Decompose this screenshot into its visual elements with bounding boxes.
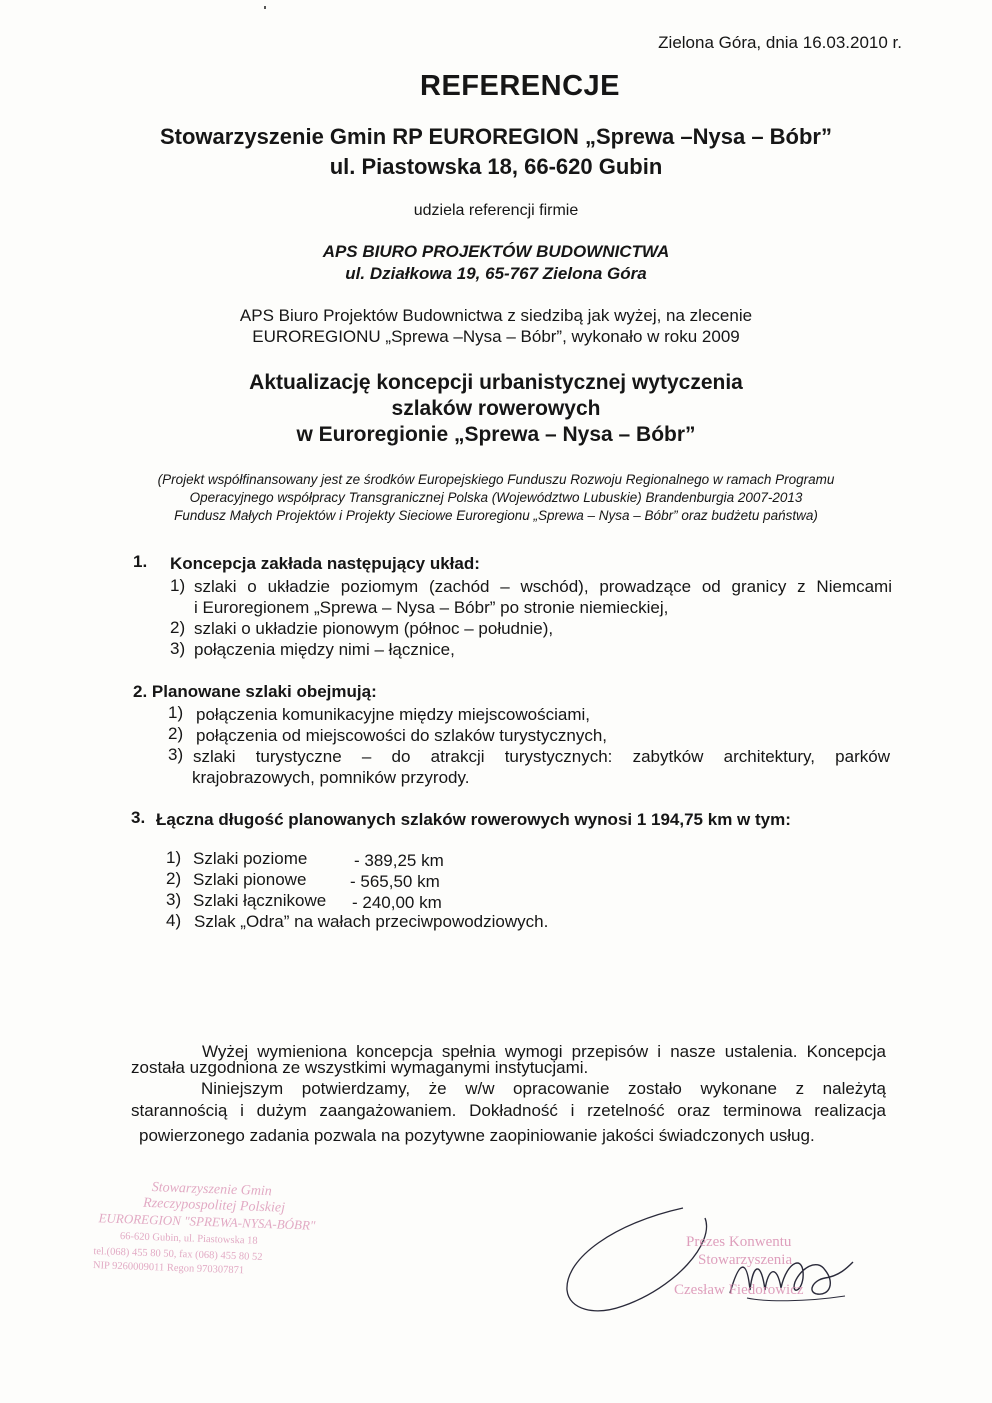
document-date: Zielona Góra, dnia 16.03.2010 r.	[658, 33, 902, 52]
project-title-line-2: szlaków rowerowych	[391, 397, 601, 420]
funding-note-line-3: Fundusz Małych Projektów i Projekty Sieciowe Euroregionu „Sprewa – Nysa – Bóbr” oraz budżetu państwa)	[174, 508, 818, 523]
document-title: REFERENCJE	[420, 70, 620, 102]
association-stamp	[88, 1178, 382, 1298]
closing-paragraph-1-line-2: została uzgodniona ze wszystkimi wymaganymi instytucjami.	[131, 1058, 589, 1077]
section-1-item-1-continuation: i Euroregionem „Sprewa – Nysa – Bóbr” po stronie niemieckiej,	[194, 598, 669, 617]
stamp-line-3: EUROREGION "SPREWA-NYSA-BÓBR"	[98, 1210, 316, 1233]
scan-speck	[264, 6, 266, 9]
president-stamp-title: Prezes Konwentu	[686, 1234, 792, 1250]
president-stamp	[664, 1232, 864, 1307]
funding-note-line-1: (Projekt współfinansowany jest ze środków Europejskiego Funduszu Rozwoju Regionalnego w ramach Programu	[157, 472, 835, 487]
stamp-line-6: NIP 9260009011 Regon 970307871	[92, 1260, 245, 1277]
section-3-item-2-label: Szlaki pionowe	[193, 870, 307, 889]
section-3-heading: Łączna długość planowanych szlaków rowerowych wynosi 1 194,75 km w tym:	[156, 810, 791, 829]
section-3-item-1-value: - 389,25 km	[354, 851, 444, 870]
section-1-item-1-number: 1)	[170, 576, 186, 595]
section-3-item-3-number: 3)	[166, 890, 182, 909]
section-1-item-3-text: połączenia między nimi – łącznice,	[194, 640, 455, 659]
closing-paragraph-2-line-3: powierzonego zadania pozwala na pozytywne zaopiniowanie jakości świadczonych usług.	[139, 1126, 815, 1145]
section-2-item-1-text: połączenia komunikacyjne między miejscowościami,	[196, 705, 590, 724]
section-3-item-3-label: Szlaki łącznikowe	[193, 891, 327, 910]
stamp-line-1: Stowarzyszenie Gmin	[151, 1180, 273, 1200]
section-3-number: 3.	[131, 808, 146, 827]
section-3-item-4-number: 4)	[166, 911, 182, 930]
closing-paragraph-2-line-1: Niniejszym potwierdzamy, że w/w opracowanie zostało wykonane z należytą	[201, 1079, 886, 1098]
section-2-item-1-number: 1)	[168, 703, 184, 722]
section-3-item-2-value: - 565,50 km	[350, 872, 440, 891]
project-title-line-3: w Euroregionie „Sprewa – Nysa – Bóbr”	[296, 423, 696, 446]
section-2-item-3-continuation: krajobrazowych, pomników przyrody.	[192, 768, 470, 787]
section-2-item-2-text: połączenia od miejscowości do szlaków turystycznych,	[196, 726, 608, 745]
section-3-item-2-number: 2)	[166, 869, 182, 888]
closing-paragraph-1-line-1: Wyżej wymieniona koncepcja spełnia wymogi przepisów i nasze ustalenia. Koncepcja	[202, 1042, 886, 1061]
section-3-item-4-label: Szlak „Odra” na wałach przeciwpowodziowych.	[194, 912, 549, 931]
section-3-item-3-value: - 240,00 km	[352, 893, 442, 912]
issuer-address: ul. Piastowska 18, 66-620 Gubin	[329, 154, 663, 179]
section-2-item-3-text: szlaki turystyczne – do atrakcji turystycznych: zabytków architektury, parków	[193, 747, 890, 766]
stamp-line-2: Rzeczypospolitej Polskiej	[142, 1195, 286, 1216]
stamp-line-5: tel.(068) 455 80 50, fax (068) 455 80 52	[93, 1246, 263, 1263]
section-2-item-2-number: 2)	[168, 724, 184, 743]
section-1-item-1-text: szlaki o układzie poziomym (zachód – wschód), prowadzące od granicy z Niemcami	[194, 577, 892, 596]
section-1-heading: Koncepcja zakłada następujący układ:	[170, 554, 480, 573]
closing-paragraph-2-line-2: starannością i dużym zaangażowaniem. Dokładność i rzetelność oraz terminowa realizacja	[131, 1101, 886, 1120]
funding-note-line-2: Operacyjnego współpracy Transgranicznej Polska (Województwo Lubuskie) Brandenburgia 2007-2013	[189, 490, 803, 505]
stamp-line-4: 66-620 Gubin, ul. Piastowska 18	[119, 1230, 258, 1247]
company-name: APS BIURO PROJEKTÓW BUDOWNICTWA	[322, 242, 670, 261]
project-title-line-1: Aktualizację koncepcji urbanistycznej wytyczenia	[249, 371, 743, 394]
company-address: ul. Działkowa 19, 65-767 Zielona Góra	[345, 264, 647, 283]
section-2-heading: 2. Planowane szlaki obejmują:	[133, 682, 377, 701]
president-stamp-org: Stowarzyszenia	[698, 1252, 793, 1268]
president-stamp-name: Czesław Fiedorowicz	[674, 1282, 804, 1298]
section-3-item-1-number: 1)	[166, 848, 182, 867]
intro-text: udziela referencji firmie	[413, 202, 579, 219]
section-1-item-2-text: szlaki o układzie pionowym (północ – południe),	[194, 619, 554, 638]
section-1-item-3-number: 3)	[170, 639, 186, 658]
statement-line-2: EUROREGIONU „Sprewa –Nysa – Bóbr”, wykonało w roku 2009	[252, 327, 740, 346]
section-3-item-1-label: Szlaki poziome	[193, 849, 308, 868]
section-2-item-3-number: 3)	[168, 745, 184, 764]
section-1-item-2-number: 2)	[170, 618, 186, 637]
section-1-number: 1.	[133, 552, 148, 571]
issuer-name: Stowarzyszenie Gmin RP EUROREGION „Sprewa –Nysa – Bóbr”	[159, 124, 832, 149]
statement-line-1: APS Biuro Projektów Budownictwa z siedzibą jak wyżej, na zlecenie	[239, 306, 753, 325]
